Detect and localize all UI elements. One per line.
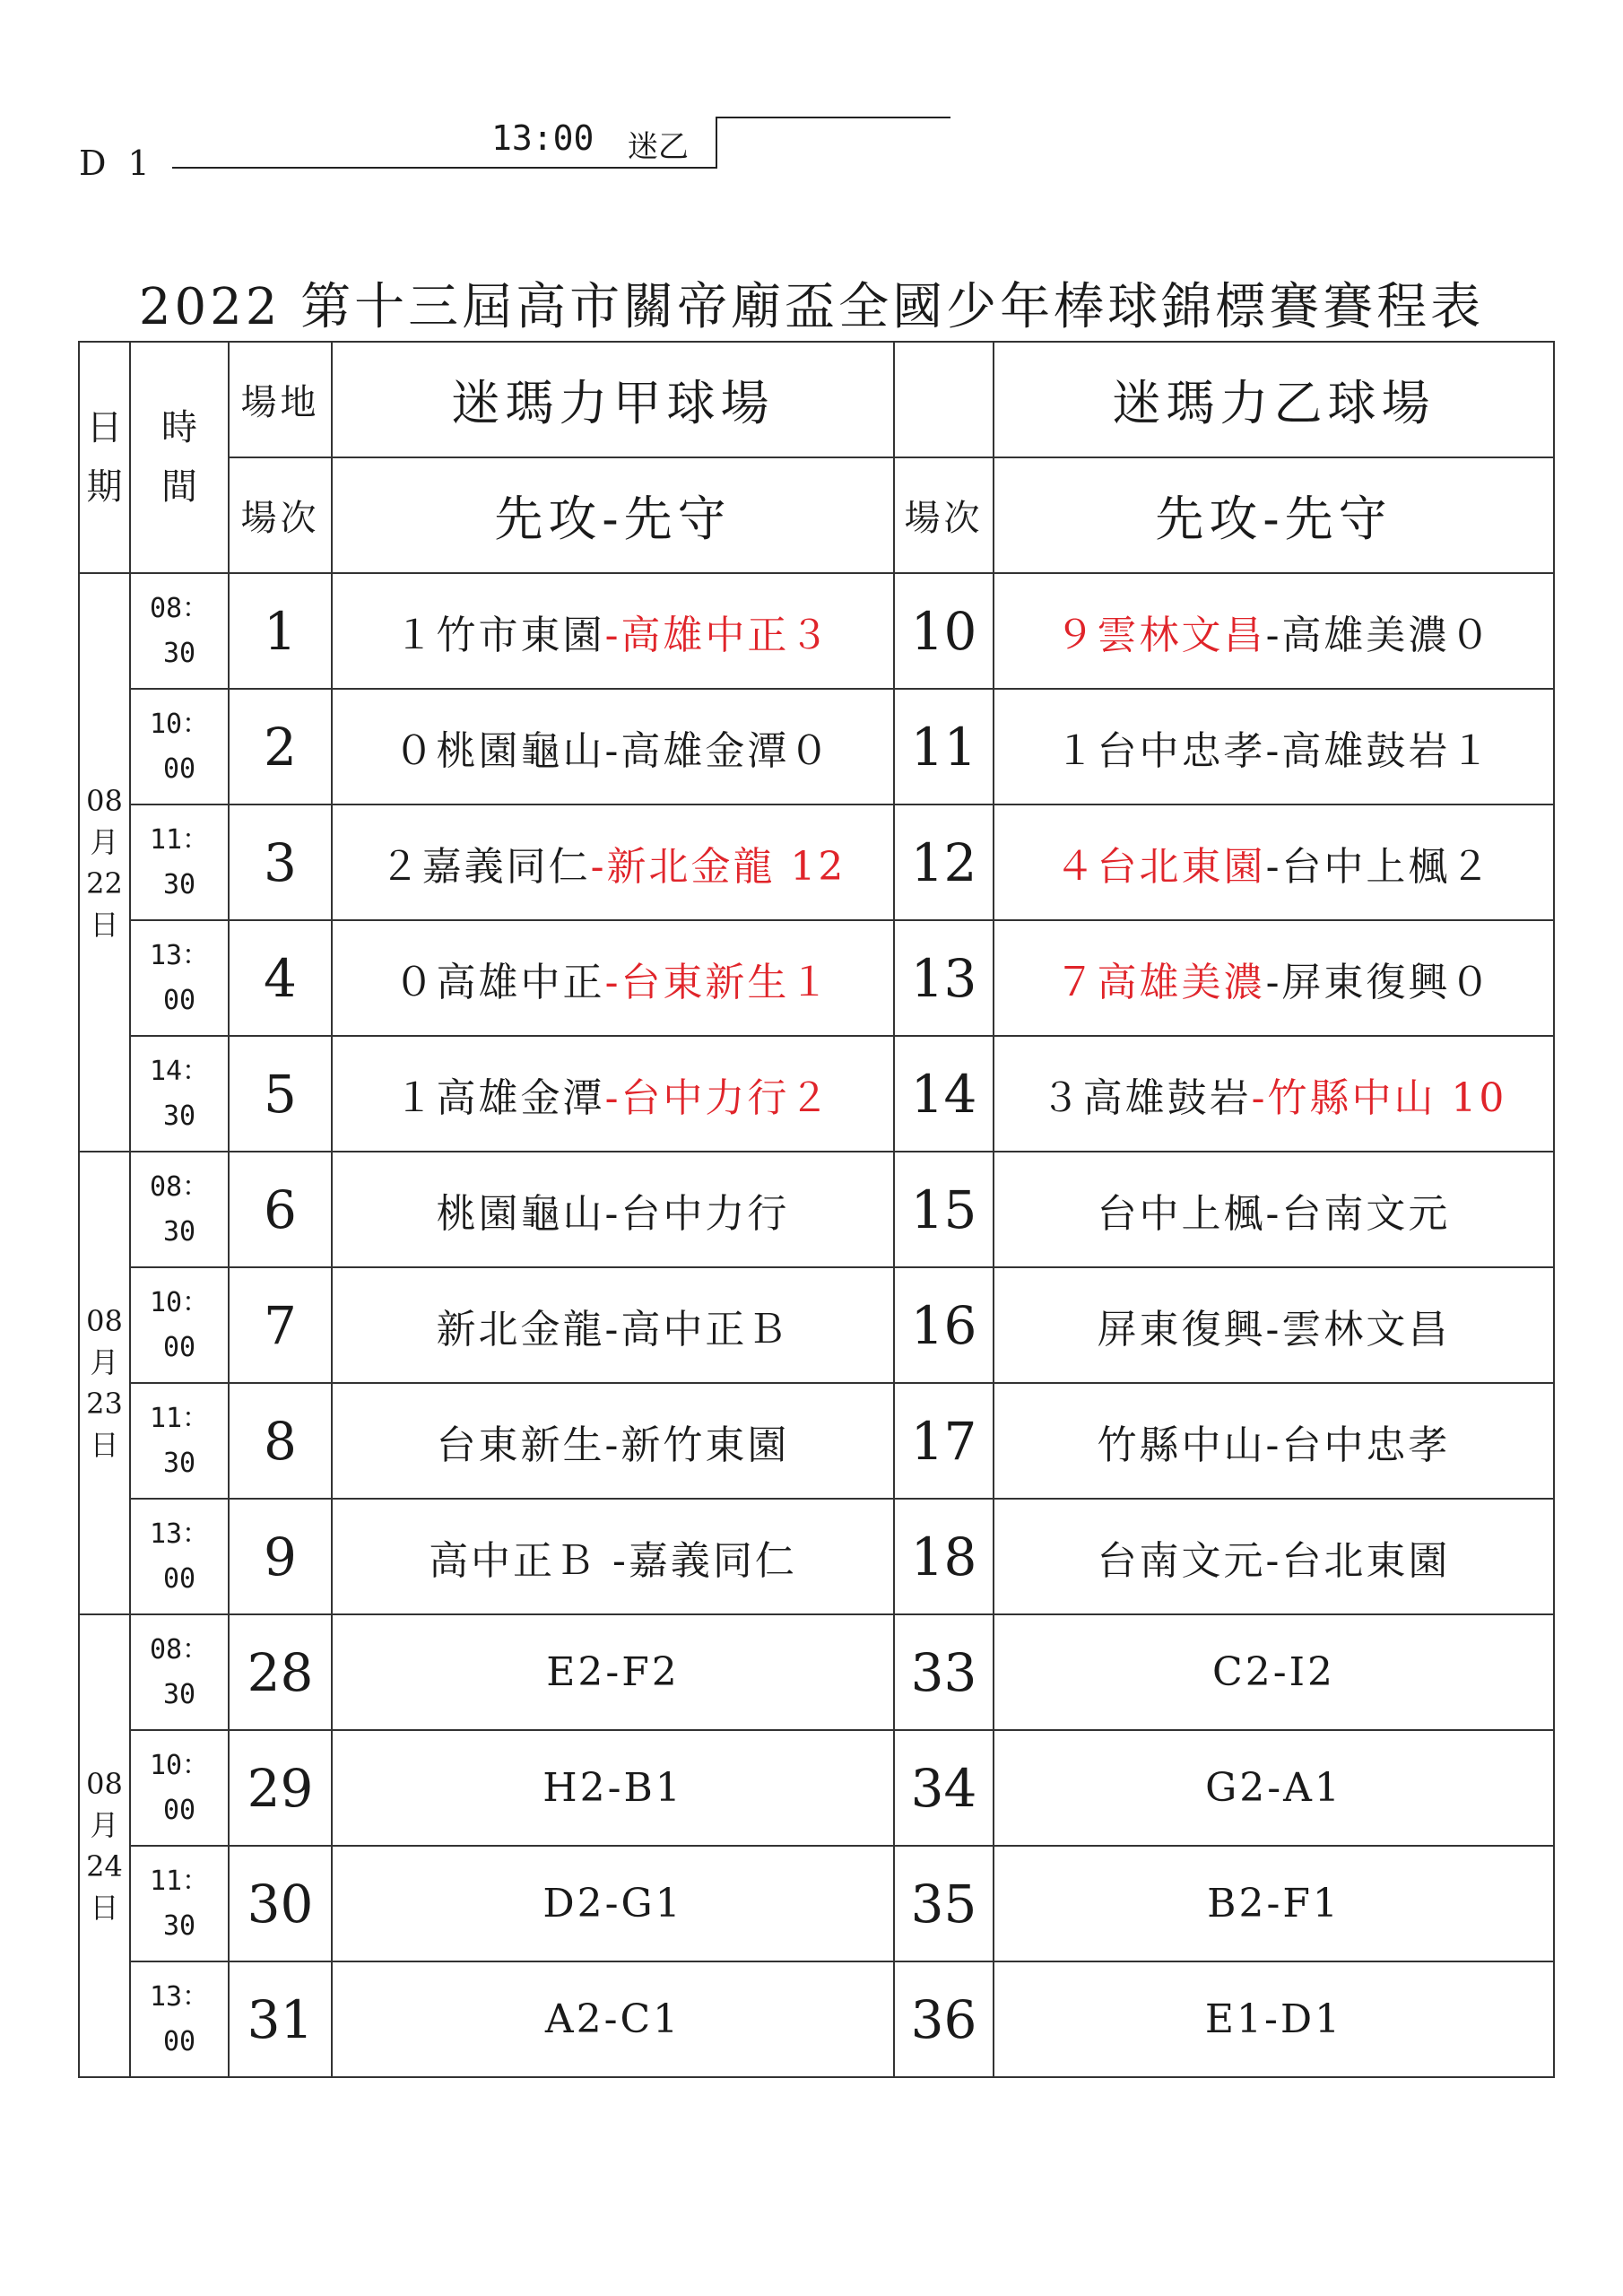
team-segment: １竹市東園: [394, 612, 605, 658]
time-part: 11：: [149, 1402, 210, 1434]
time-column-header: [130, 342, 229, 573]
game-number-a: 31: [229, 1961, 332, 2077]
time-part: 10：: [149, 1286, 210, 1318]
team-segment: ９雲林文昌: [1055, 612, 1266, 658]
date-part: 24: [86, 1849, 123, 1883]
time-part: 00: [162, 1331, 196, 1363]
time-part: 00: [162, 1562, 196, 1595]
field-a-header: 迷瑪力甲球場: [332, 342, 894, 457]
team-segment: 台南文元-台北東園: [1097, 1537, 1451, 1584]
game-number-b: 16: [894, 1267, 994, 1383]
game-number-a: 4: [229, 920, 332, 1036]
game-number-b: 33: [894, 1614, 994, 1730]
time-part: 13：: [149, 1980, 210, 2013]
time-cell: [130, 1383, 229, 1499]
game-number-b: 12: [894, 804, 994, 920]
table-row: [79, 573, 1554, 689]
team-segment: G2-A1: [1205, 1765, 1342, 1811]
game-number-b: 13: [894, 920, 994, 1036]
time-part: 08：: [149, 1633, 210, 1665]
team-segment: -台中力行２: [604, 1074, 832, 1121]
team-segment: 屏東復興-雲林文昌: [1097, 1306, 1451, 1352]
team-segment: -台中上楓２: [1265, 843, 1493, 890]
game-number-a: 3: [229, 804, 332, 920]
game-number-a: 6: [229, 1152, 332, 1267]
header-row-venue: [79, 342, 1554, 457]
matchup-b: [994, 1036, 1554, 1152]
date-part: 月: [90, 1345, 119, 1379]
matchup-a: [332, 689, 894, 804]
matchup-a: [332, 1036, 894, 1152]
page-title: 2022 第十三屆高市關帝廟盃全國少年棒球錦標賽賽程表: [138, 278, 1485, 336]
team-segment: ３高雄鼓岩: [1040, 1074, 1252, 1121]
game-number-a: 7: [229, 1267, 332, 1383]
game-number-b: 18: [894, 1499, 994, 1614]
date-header-char: 日: [86, 407, 123, 448]
game-number-a: 2: [229, 689, 332, 804]
matchup-a: [332, 1383, 894, 1499]
team-segment: 台中上楓-台南文元: [1097, 1190, 1451, 1237]
team-segment: A2-C1: [544, 1996, 681, 2042]
game-number-b: 11: [894, 689, 994, 804]
date-header-char: 期: [86, 466, 123, 508]
time-part: 00: [162, 1794, 196, 1826]
team-segment: ４台北東園: [1055, 843, 1266, 890]
game-number-a: 8: [229, 1383, 332, 1499]
table-row: [79, 1961, 1554, 2077]
time-part: 11：: [149, 823, 210, 856]
table-row: [79, 1267, 1554, 1383]
time-cell: [130, 1961, 229, 2077]
game-number-a: 9: [229, 1499, 332, 1614]
date-part: 月: [90, 1808, 119, 1842]
matchup-b: [994, 1961, 1554, 2077]
date-column-header: [79, 342, 130, 573]
matchup-b: [994, 1846, 1554, 1961]
time-cell: [130, 1499, 229, 1614]
team-segment: D2-G1: [542, 1881, 683, 1926]
matchup-a: [332, 1152, 894, 1267]
time-cell: [130, 1036, 229, 1152]
time-cell: [130, 1152, 229, 1267]
game-number-a: 28: [229, 1614, 332, 1730]
empty-header-cell: [894, 342, 994, 457]
time-part: 13：: [149, 1518, 210, 1550]
team-segment: １台中忠孝-高雄鼓岩１: [1055, 727, 1493, 774]
bracket-vertical-line: [716, 117, 717, 169]
time-part: 14：: [149, 1055, 210, 1087]
matchup-b: [994, 1383, 1554, 1499]
date-part: 23: [86, 1387, 123, 1421]
date-cell: [79, 1152, 130, 1614]
team-segment: １高雄金潭: [394, 1074, 605, 1121]
time-part: 08：: [149, 1170, 210, 1203]
matchup-a: [332, 804, 894, 920]
team-segment: ７高雄美濃: [1055, 959, 1266, 1005]
time-part: 13：: [149, 939, 210, 971]
time-cell: [130, 920, 229, 1036]
team-segment: -竹縣中山 10: [1251, 1074, 1507, 1121]
team-segment: ２嘉義同仁: [379, 843, 591, 890]
time-header-char: 時: [161, 407, 197, 448]
time-part: 11：: [149, 1865, 210, 1897]
time-part: 30: [162, 1215, 196, 1248]
time-cell: [130, 573, 229, 689]
table-row: [79, 920, 1554, 1036]
matchup-b: [994, 1730, 1554, 1846]
table-row: [79, 689, 1554, 804]
time-cell: [130, 1614, 229, 1730]
game-number-b: 34: [894, 1730, 994, 1846]
time-part: 30: [162, 1909, 196, 1942]
matchup-a: [332, 1961, 894, 2077]
time-part: 10：: [149, 708, 210, 740]
game-number-b: 17: [894, 1383, 994, 1499]
date-part: 日: [90, 907, 119, 942]
game-number-b: 36: [894, 1961, 994, 2077]
time-part: 10：: [149, 1749, 210, 1781]
time-part: 30: [162, 1678, 196, 1710]
date-part: 08: [86, 1304, 123, 1338]
bracket-time: 13:00: [491, 118, 595, 158]
team-segment: B2-F1: [1207, 1881, 1341, 1926]
time-header-char: 間: [161, 466, 197, 508]
matchup-a: [332, 920, 894, 1036]
game-number-b: 15: [894, 1152, 994, 1267]
game-number-a: 5: [229, 1036, 332, 1152]
time-part: 30: [162, 1100, 196, 1132]
team-segment: -屏東復興０: [1265, 959, 1493, 1005]
team-segment: E1-D1: [1204, 1996, 1343, 2042]
time-cell: [130, 689, 229, 804]
bracket-label: D 1: [79, 144, 155, 183]
bracket-top-line: [716, 117, 950, 118]
matchup-b: [994, 920, 1554, 1036]
matchup-a: [332, 1499, 894, 1614]
matchup-b: [994, 1614, 1554, 1730]
game-number-a: 30: [229, 1846, 332, 1961]
team-segment: E2-F2: [546, 1649, 680, 1695]
game-number-header-b: 場次: [894, 457, 994, 573]
game-number-header: 場次: [229, 457, 332, 573]
matchup-b: [994, 1267, 1554, 1383]
team-segment: -高雄美濃０: [1265, 612, 1493, 658]
bracket-field: 迷乙: [628, 129, 689, 165]
matchup-a: [332, 1267, 894, 1383]
team-segment: 高中正Ｂ -嘉義同仁: [429, 1537, 797, 1584]
table-row: [79, 1036, 1554, 1152]
matchup-a: [332, 573, 894, 689]
matchup-b: [994, 804, 1554, 920]
table-row: [79, 1730, 1554, 1846]
date-part: 日: [90, 1891, 119, 1925]
matchup-a: [332, 1846, 894, 1961]
matchup-b: [994, 573, 1554, 689]
date-cell: [79, 1614, 130, 2077]
table-row: [79, 1614, 1554, 1730]
table-row: [79, 1152, 1554, 1267]
time-part: 30: [162, 868, 196, 900]
time-cell: [130, 1730, 229, 1846]
table-row: [79, 804, 1554, 920]
time-part: 00: [162, 984, 196, 1016]
field-a-role-header: 先攻-先守: [332, 457, 894, 573]
date-part: 08: [86, 783, 123, 818]
matchup-b: [994, 1499, 1554, 1614]
time-cell: [130, 804, 229, 920]
game-number-a: 29: [229, 1730, 332, 1846]
matchup-a: [332, 1730, 894, 1846]
game-number-b: 14: [894, 1036, 994, 1152]
matchup-b: [994, 1152, 1554, 1267]
date-part: 22: [86, 865, 123, 900]
schedule-table: [78, 341, 1555, 2078]
team-segment: 台東新生-新竹東園: [436, 1422, 790, 1468]
team-segment: 竹縣中山-台中忠孝: [1097, 1422, 1451, 1468]
date-part: 08: [86, 1767, 123, 1801]
time-cell: [130, 1267, 229, 1383]
date-part: 日: [90, 1428, 119, 1462]
team-segment: C2-I2: [1212, 1649, 1335, 1695]
team-segment: 新北金龍-高中正Ｂ: [436, 1306, 790, 1352]
time-cell: [130, 1846, 229, 1961]
table-row: [79, 1846, 1554, 1961]
bracket-line: [172, 167, 717, 169]
time-part: 00: [162, 752, 196, 785]
field-b-role-header: 先攻-先守: [994, 457, 1554, 573]
game-number-b: 10: [894, 573, 994, 689]
matchup-a: [332, 1614, 894, 1730]
team-segment: -高雄中正３: [604, 612, 832, 658]
time-part: 08：: [149, 592, 210, 624]
date-cell: [79, 573, 130, 1152]
matchup-b: [994, 689, 1554, 804]
time-part: 30: [162, 1447, 196, 1479]
game-number-a: 1: [229, 573, 332, 689]
game-number-b: 35: [894, 1846, 994, 1961]
date-part: 月: [90, 824, 119, 859]
team-segment: -台東新生１: [604, 959, 832, 1005]
venue-header: 場地: [229, 342, 332, 457]
header-row-role: [79, 457, 1554, 573]
team-segment: ０桃園龜山-高雄金潭０: [394, 727, 832, 774]
team-segment: -新北金龍 12: [590, 843, 846, 890]
time-part: 30: [162, 637, 196, 669]
team-segment: ０高雄中正: [394, 959, 605, 1005]
team-segment: H2-B1: [542, 1765, 683, 1811]
table-row: [79, 1383, 1554, 1499]
table-row: [79, 1499, 1554, 1614]
time-part: 00: [162, 2025, 196, 2057]
field-b-header: 迷瑪力乙球場: [994, 342, 1554, 457]
team-segment: 桃園龜山-台中力行: [436, 1190, 790, 1237]
